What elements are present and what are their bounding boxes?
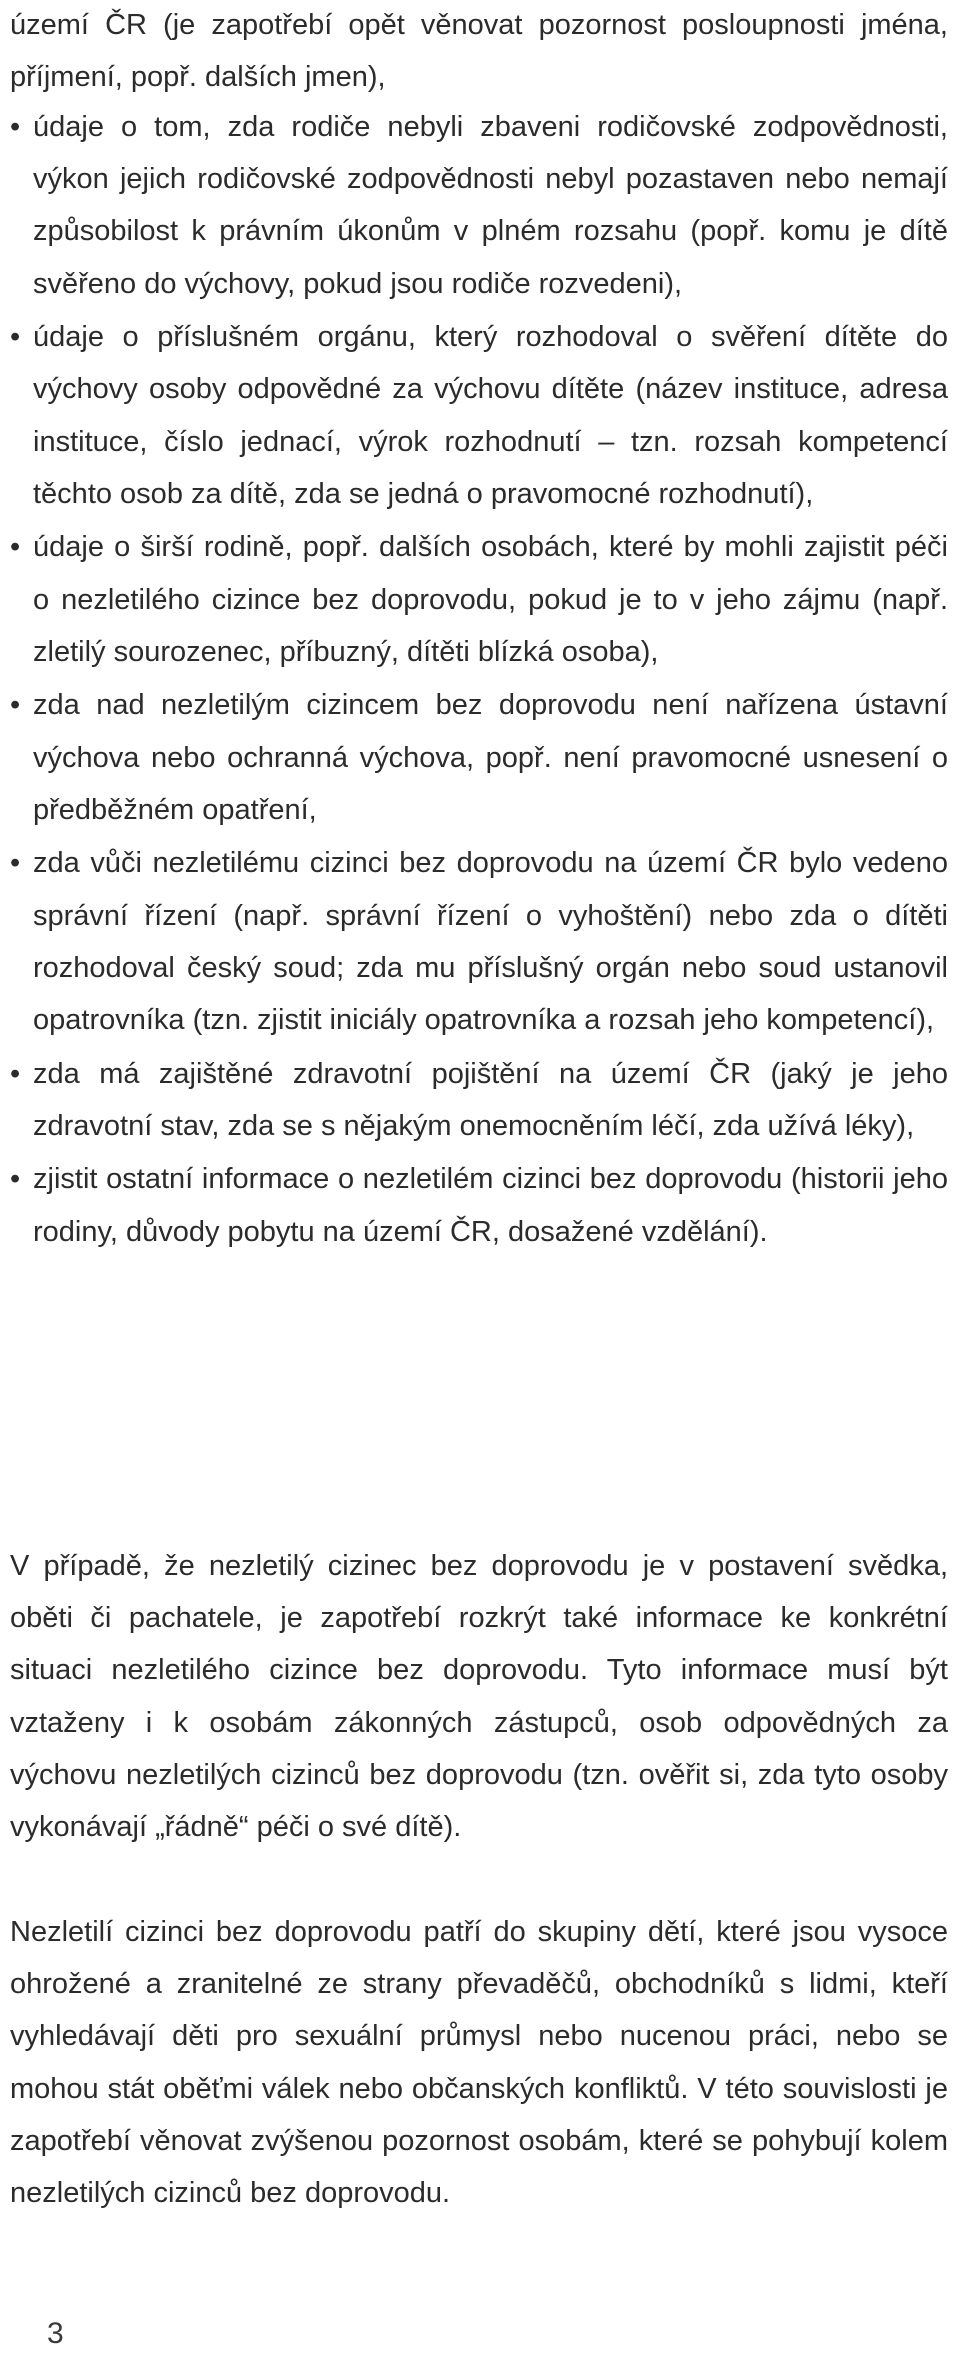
list-item — [0, 837, 948, 1046]
list-item-text: zda má zajištěné zdravotní pojištění na území ČR (jaký je jeho zdravotní stav, zda se s nějakým onemocněním léčí, zda užívá léky), — [33, 1057, 948, 1142]
bullet-icon: • — [10, 1057, 21, 1090]
paragraph: Nezletilí cizinci bez doprovodu patří do skupiny dětí, které jsou vysoce ohrožené a zranitelné ze strany převaděčů, obchodníků s lidmi, kteří vyhledávají děti pro sexuální průmysl nebo nucenou práci, nebo se mohou stát oběťmi válek nebo občanských konfliktů. V této souvislosti je zapotřebí věnovat zvýšenou pozornost osobám, které se pohybují kolem nezletilých cizinců bez doprovodu. — [10, 1916, 948, 2210]
bullet-icon: • — [10, 111, 21, 143]
list-item-text: zda vůči nezletilému cizinci bez doprovodu na území ČR bylo vedeno správní řízení (např. správní řízení o vyhoštění) nebo zda o dítěti rozhodoval český soud; zda mu příslušný orgán nebo soud ustanovil opatrovníka (tzn. zjistit iniciály opatrovníka a rozsah jeho kompetencí), — [33, 847, 948, 1037]
list-item — [0, 1048, 948, 1152]
list-item-text: údaje o tom, zda rodiče nebyli zbaveni rodičovské zodpovědnosti, výkon jejich rodičovské zodpovědnosti nebyl pozastaven nebo nemají způsobilost k právním úkonům v plném rozsahu (popř. komu je dítě svěřeno do výchovy, pokud jsou rodiče rozvedeni), — [33, 111, 948, 300]
bullet-icon: • — [10, 1163, 21, 1196]
bullet-list — [0, 101, 960, 1259]
list-item — [0, 101, 948, 310]
list-item — [0, 679, 948, 836]
bullet-icon: • — [10, 847, 21, 880]
continued-list-item: území ČR (je zapotřebí opět věnovat pozornost posloupnosti jména, příjmení, popř. dalších jmen), — [10, 9, 948, 94]
list-item-text: zjistit ostatní informace o nezletilém cizinci bez doprovodu (historii jeho rodiny, důvody pobytu na území ČR, dosažené vzdělání). — [33, 1163, 948, 1248]
paragraph: V případě, že nezletilý cizinec bez doprovodu je v postavení svědka, oběti či pachatele, je zapotřebí rozkrýt také informace ke konkrétní situaci nezletilého cizince bez doprovodu. Tyto informace musí být vztaženy i k osobám zákonných zástupců, osob odpovědných za výchovu nezletilých cizinců bez doprovodu (tzn. ověřit si, zda tyto osoby vykonávají „řádně“ péči o své dítě). — [10, 1550, 948, 1844]
list-item — [0, 1153, 948, 1257]
bullet-icon: • — [10, 531, 21, 564]
list-item — [0, 311, 948, 520]
list-item-text: údaje o příslušném orgánu, který rozhodoval o svěření dítěte do výchovy osoby odpovědné za výchovu dítěte (název instituce, adresa instituce, číslo jednací, výrok rozhodnutí – tzn. rozsah kompetencí těchto osob za dítě, zda se jedná o pravomocné rozhodnutí), — [33, 321, 948, 510]
list-item-text: zda nad nezletilým cizincem bez doprovodu není nařízena ústavní výchova nebo ochranná výchova, popř. není pravomocné usnesení o předběžném opatření, — [33, 689, 948, 826]
bullet-icon: • — [10, 689, 21, 722]
page-number: 3 — [47, 2317, 64, 2350]
bullet-icon: • — [10, 321, 21, 354]
list-item-text: údaje o širší rodině, popř. dalších osobách, které by mohli zajistit péči o nezletilého cizince bez doprovodu, pokud je to v jeho zájmu (např. zletilý sourozenec, příbuzný, dítěti blízká osoba), — [33, 531, 948, 668]
list-item — [0, 521, 948, 678]
